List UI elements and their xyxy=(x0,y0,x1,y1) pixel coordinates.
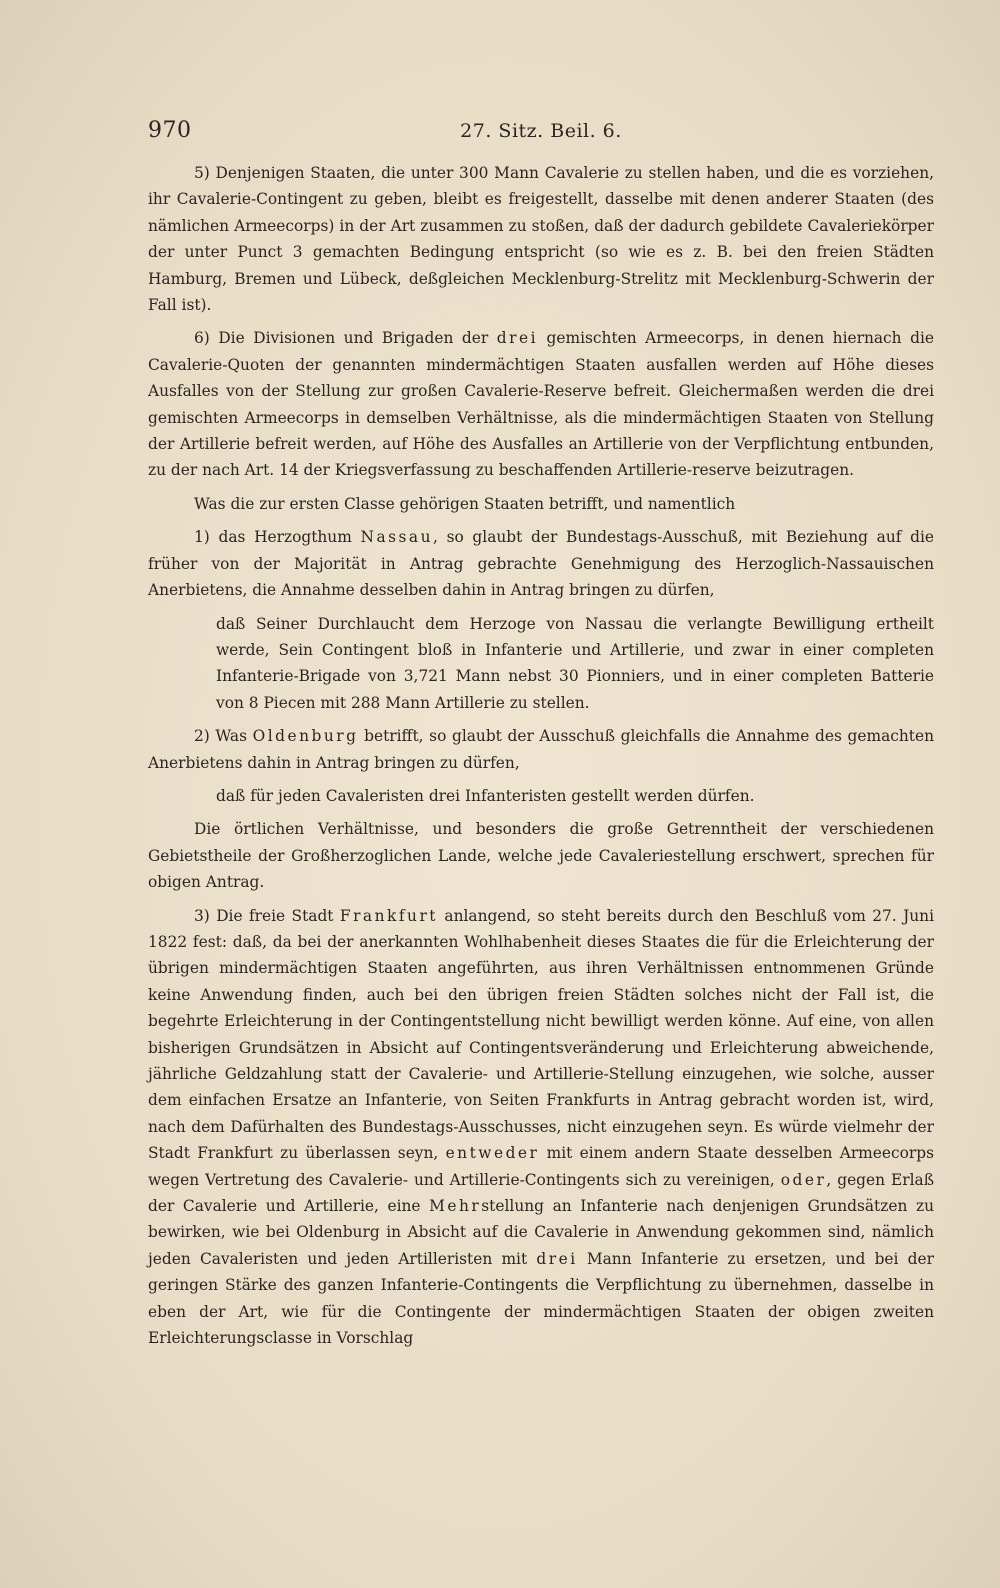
emphasis-mehr: Mehr xyxy=(429,1197,482,1216)
page-number: 970 xyxy=(148,118,192,143)
paragraph-frankfurt xyxy=(148,903,934,1352)
frankfurt-text-c: mit einem andern Staate desselben Armeecorps wegen Vertretung des Cavalerie- und Artillerie-Contingents sich zu vereinigen, xyxy=(148,1144,934,1189)
frankfurt-text-b: anlangend, so steht bereits durch den Beschluß vom 27. Juni 1822 fest: daß, da bei der anerkannten Wohlhabenheit dieses Staates die für die Erleichterung der übrigen mindermächtigen Staaten angeführten, aus ihren Verhältnissen entnommenen Gründe keine Anwendung finden, auch bei den übrigen freien Städten solches nicht der Fall ist, die begehrte Erleichterung in der Contingentstellung nicht bewilligt werden könne. Auf eine, von allen bisherigen Grundsätzen in Absicht auf Contingentsveränderung und Erleichterung abweichende, jährliche Geldzahlung statt der Cavalerie- und Artillerie-Stellung einzugehen, wie solche, ausser dem einfachen Ersatze an Infanterie, von Seiten Frankfurts in Antrag gebracht worden ist, wird, nach dem Dafürhalten des Bundestags-Ausschusses, nicht einzugehen seyn. Es würde vielmehr der Stadt Frankfurt zu überlassen seyn, xyxy=(148,906,934,1163)
paragraph-local-conditions: Die örtlichen Verhältnisse, und besonders die große Getrenntheit der verschiedenen Gebietstheile der Großherzoglichen Lande, welche jede Cavaleriestellung erschwert, sprechen für obigen Antrag. xyxy=(148,820,934,892)
paragraph-6 xyxy=(148,325,934,483)
paragraph-5: 5) Denjenigen Staaten, die unter 300 Mann Cavalerie zu stellen haben, und die es vorziehen, ihr Cavalerie-Contingent zu geben, bleibt es freigestellt, dasselbe mit denen anderer Staaten (des nämlichen Armeecorps) in der Art zusammen zu stoßen, daß der dadurch gebildete Cavaleriekörper der unter Punct 3 gemachten Bedingung entspricht (so wie es z. B. bei den freien Städten Hamburg, Bremen und Lübeck, deßgleichen Mecklenburg-Strelitz mit Mecklenburg-Schwerin der Fall ist). xyxy=(148,164,934,315)
nassau-text-a: 1) das Herzogthum xyxy=(194,528,361,547)
emphasis-drei: drei xyxy=(496,329,538,348)
emphasis-drei-mann: drei xyxy=(536,1249,578,1268)
emphasis-nassau: Nassau xyxy=(360,528,434,547)
proposal-nassau: daß Seiner Durchlaucht dem Herzoge von Nassau die verlangte Bewilligung ertheilt werde, Sein Contingent bloß in Infanterie und Artillerie, und zwar in einer completen Infanterie-Brigade von 3,721 Mann nebst 30 Pionniers, und in einer completen Batterie von 8 Piecen mit 288 Mann Artillerie zu stellen. xyxy=(216,614,934,712)
emphasis-oldenburg: Oldenburg xyxy=(252,727,359,746)
paragraph-intro-first-class: Was die zur ersten Classe gehörigen Staaten betrifft, und namentlich xyxy=(194,494,736,513)
frankfurt-text-a: 3) Die freie Stadt xyxy=(194,906,340,925)
paragraph-oldenburg xyxy=(148,723,934,776)
frankfurt-text-e: stellung an Infanterie nach denjenigen Grundsätzen zu bewirken, wie bei Oldenburg in Absicht auf die Cavalerie in Anwendung gekommen sind, nämlich jeden Cavaleristen und jeden Artilleristen mit xyxy=(148,1197,934,1268)
frankfurt-text-f: Mann Infanterie zu ersetzen, und bei der geringen Stärke des ganzen Infanterie-Contingents die Verpflichtung zu übernehmen, dasselbe in eben der Art, wie für die Contingente der mindermächtigen Staaten der obigen zweiten Erleichterungsclasse in Vorschlag xyxy=(148,1249,934,1348)
emphasis-oder: oder xyxy=(780,1170,827,1189)
nassau-text-b: , so glaubt der Bundestags-Ausschuß, mit Beziehung auf die früher von der Majorität in Antrag gebrachte Genehmigung des Herzoglich-Nassauischen Anerbietens, die Annahme desselben dahin in Antrag bringen zu dürfen, xyxy=(148,528,934,600)
frankfurt-text-d: , gegen Erlaß der Cavalerie und Artillerie, eine xyxy=(148,1170,934,1216)
emphasis-entweder: entweder xyxy=(445,1144,540,1163)
oldenburg-text-b: betrifft, so glaubt der Ausschuß gleichfalls die Annahme des gemachten Anerbietens dahin in Antrag bringen zu dürfen, xyxy=(148,727,934,772)
running-head: 27. Sitz. Beil. 6. xyxy=(460,120,622,142)
proposal-oldenburg: daß für jeden Cavaleristen drei Infanteristen gestellt werden dürfen. xyxy=(216,786,755,805)
page-header xyxy=(148,118,934,148)
body-text xyxy=(148,160,934,1358)
paragraph-nassau xyxy=(148,524,934,603)
oldenburg-text-a: 2) Was xyxy=(194,727,253,746)
paragraph-6-text-a: 6) Die Divisionen und Brigaden der xyxy=(194,329,497,348)
paragraph-6-text-b: gemischten Armeecorps, in denen hiernach die Cavalerie-Quoten der genannten mindermächtigen Staaten ausfallen werden auf Höhe dieses Ausfalles von der Stellung zur großen Cavalerie-Reserve befreit. Gleichermaßen werden die drei gemischten Armeecorps in demselben Verhältnisse, als die mindermächtigen Staaten von Stellung der Artillerie befreit werden, auf Höhe des Ausfalles an Artillerie von der Verpflichtung entbunden, zu der nach Art. 14 der Kriegsverfassung zu beschaffenden Artillerie-reserve beizutragen. xyxy=(148,329,934,480)
emphasis-frankfurt: Frankfurt xyxy=(339,906,438,925)
